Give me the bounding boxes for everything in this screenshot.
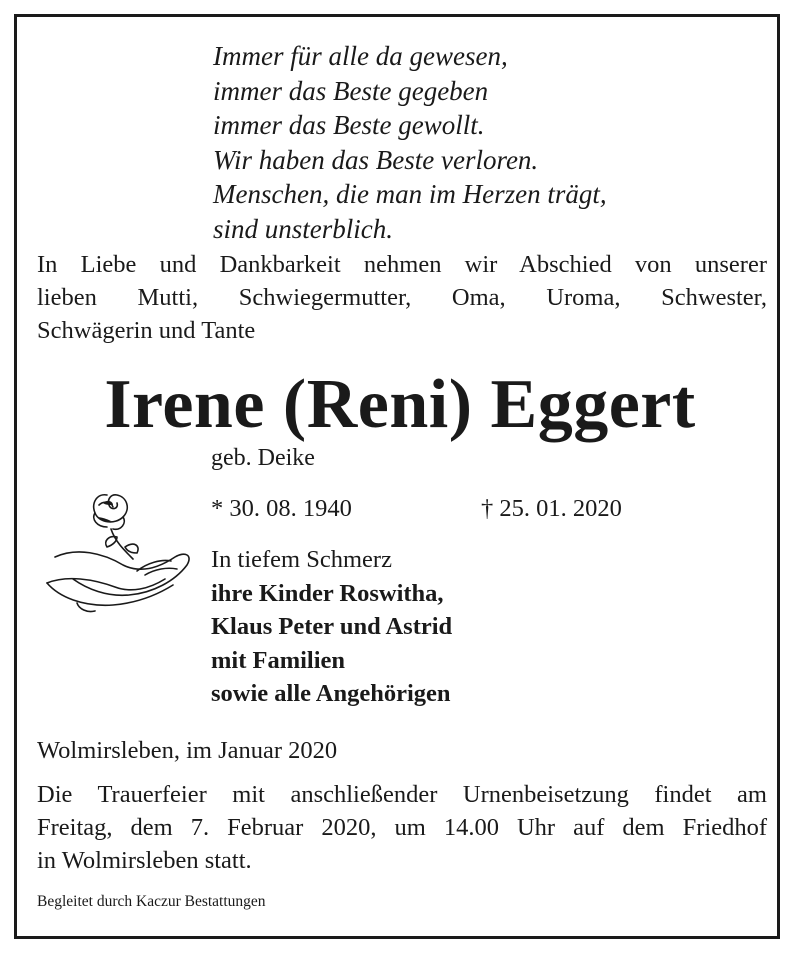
poem-line: immer das Beste gegeben	[213, 75, 489, 106]
service-line: in Wolmirsleben statt.	[37, 847, 252, 874]
mourners-block	[211, 543, 611, 711]
service-line: Freitag, dem 7. Februar 2020, um 14.00 Uhr auf dem Friedhof	[37, 814, 767, 841]
death-date: † 25. 01. 2020	[481, 495, 622, 522]
place-date: Wolmirsleben, im Januar 2020	[37, 737, 338, 764]
memorial-poem	[213, 39, 773, 246]
funeral-home-credit: Begleitet durch Kaczur Bestattungen	[37, 893, 266, 910]
poem-line: sind unsterblich.	[213, 213, 393, 244]
mourner-line: Klaus Peter und Astrid	[211, 613, 453, 640]
poem-line: Menschen, die man im Herzen trägt,	[213, 179, 607, 209]
mourners-intro: In tiefem Schmerz	[211, 546, 392, 573]
rose-in-hands-icon	[37, 475, 197, 615]
birth-date: * 30. 08. 1940	[211, 495, 352, 522]
intro-line: lieben Mutti, Schwiegermutter, Oma, Uroma, Schwester,	[37, 284, 767, 311]
mourner-line: mit Familien	[211, 646, 346, 674]
funeral-service-info	[37, 778, 767, 877]
poem-line: immer das Beste gewollt.	[213, 110, 485, 140]
service-line: Die Trauerfeier mit anschließender Urnenbeisetzung findet am	[37, 781, 767, 808]
farewell-intro	[37, 248, 767, 347]
obituary-notice	[14, 14, 780, 939]
deceased-name: Irene (Reni) Eggert	[104, 366, 696, 443]
mourner-line: sowie alle Angehörigen	[211, 680, 451, 707]
birth-name: geb. Deike	[211, 445, 315, 471]
poem-line: Wir haben das Beste verloren.	[213, 144, 539, 175]
intro-line: Schwägerin und Tante	[37, 317, 256, 344]
poem-line: Immer für alle da gewesen,	[213, 41, 508, 71]
intro-line: In Liebe und Dankbarkeit nehmen wir Abschied von unserer	[37, 251, 767, 278]
mourner-line: ihre Kinder Roswitha,	[211, 579, 444, 607]
